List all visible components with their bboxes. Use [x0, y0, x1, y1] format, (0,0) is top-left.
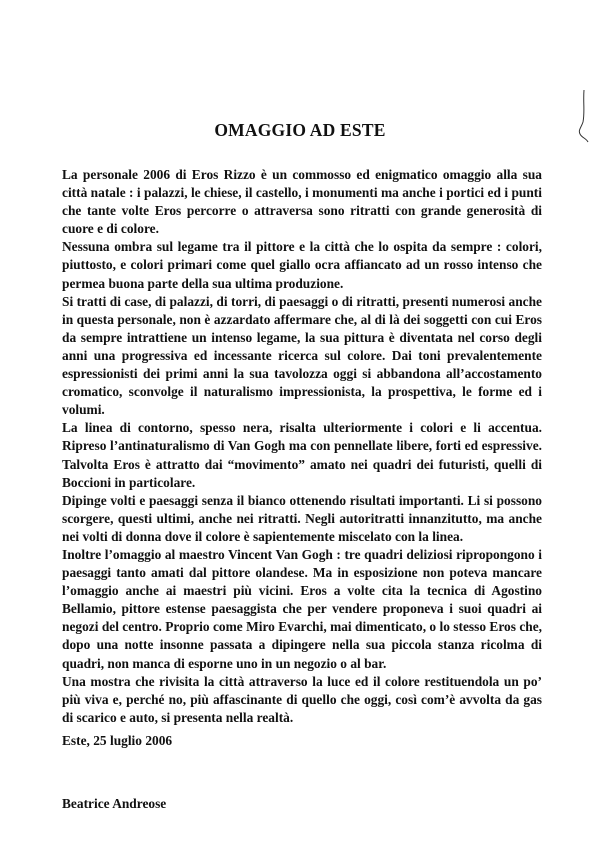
- paragraph: Dipinge volti e paesaggi senza il bianco ottenendo risultati importanti. Li si possono scorgere, questi ultimi, anche nei ritratti. Negli autoritratti innanzitutto, ma anche nei volti di donna dove il colore è sapientemente miscelato con la linea.: [62, 492, 542, 544]
- paragraph: Nessuna ombra sul legame tra il pittore e la città che lo ospita da sempre : colori, piuttosto, e colori primari come quel giallo ocra affiancato ad un rosso intenso che permea buona parte della sua ultima produzione.: [62, 239, 542, 291]
- paragraph: Inoltre l’omaggio al maestro Vincent Van Gogh : tre quadri deliziosi ripropongono i paesaggi tanto amati dal pittore olandese. Ma in esposizione non poteva mancare l’omaggio anche ai maestri più vicini. Eros a volte cita la tecnica di Agostino Bellamio, pittore estense paesaggista che per vendere proponeva i suoi quadri ai negozi del centro. Proprio come Miro Evarchi, mai dimenticato, o lo stesso Eros che, dopo una notte insonne passata a dipingere nella sua piccola stanza ricolma di quadri, non manca di esporne uno in un negozio o al bar.: [62, 546, 542, 671]
- paragraph: La linea di contorno, spesso nera, risalta ulteriormente i colori e li accentua. Ripreso l’antinaturalismo di Van Gogh ma con pennellate libere, forti ed espressive. Talvolta Eros è attratto dai “movimento” amato nei quadri dei futuristi, quelli di Boccioni in particolare.: [62, 420, 542, 490]
- paragraph: La personale 2006 di Eros Rizzo è un commosso ed enigmatico omaggio alla sua città natale : i palazzi, le chiese, il castello, i monumenti ma anche i portici ed i punti che tante volte Eros percorre o attraversa sono ritratti con grande generosità di cuore e di colore.: [62, 167, 542, 237]
- paragraph: Una mostra che rivisita la città attraverso la luce ed il colore restituendola un po’ più viva e, perché no, più affascinante di quello che oggi, così com’è avvolta da gas di scarico e auto, si presenta nella realtà.: [62, 673, 542, 725]
- author-signature: Beatrice Andreose: [62, 796, 167, 811]
- document-body: [62, 166, 542, 727]
- date-line: Este, 25 luglio 2006: [62, 733, 173, 748]
- paragraph: Si tratti di case, di palazzi, di torri, di paesaggi o di ritratti, presenti numerosi anche in questa personale, non è azzardato affermare che, al di là dei soggetti con cui Eros da sempre intrattiene un intenso legame, la sua pittura è diventata nel corso degli anni una progressiva ed incessante ricerca sul colore. Dai toni prevalentemente espressionisti dei primi anni la sua tavolozza oggi si abbandona all’accostamento cromatico, sconvolge il naturalismo impressionista, la prospettiva, le forme ed i volumi.: [62, 293, 542, 418]
- document-title: OMAGGIO AD ESTE: [214, 120, 386, 140]
